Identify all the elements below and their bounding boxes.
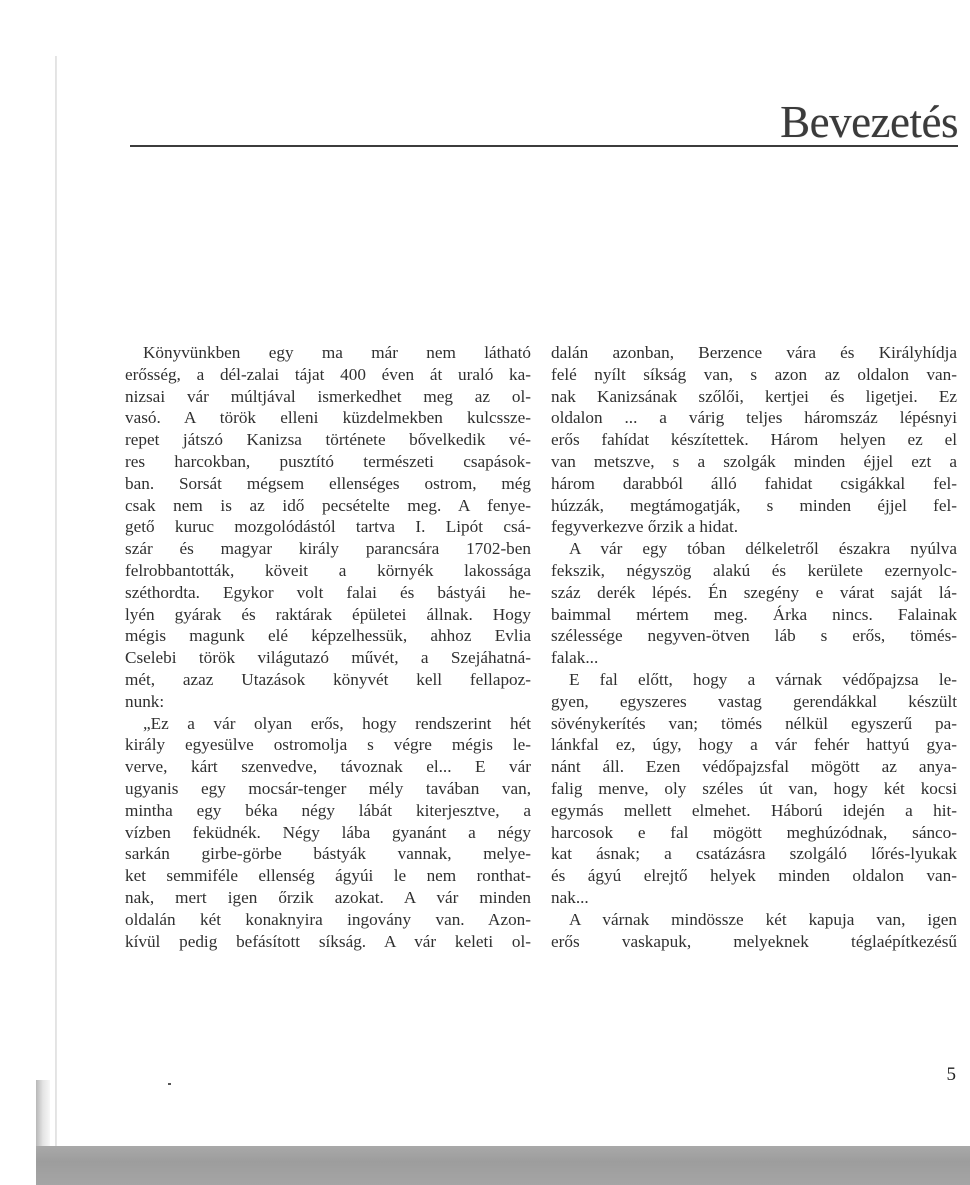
text-line: „Ez a vár olyan erős, hogy rendszerint hét xyxy=(143,713,531,733)
text-line: sarkán girbe-görbe bástyák vannak, melye- xyxy=(125,844,531,864)
text-line: harcosok e fal mögött meghúzódnak, sánco- xyxy=(551,822,957,842)
text-line: kívül pedig befásított síkság. A vár keleti ol- xyxy=(125,931,531,951)
text-line: E fal előtt, hogy a várnak védőpajzsa le- xyxy=(569,669,957,689)
text-line: A vár egy tóban délkeletről északra nyúlva xyxy=(569,539,957,559)
text-line: oldalon ... a várig teljes háromszáz lépésnyi xyxy=(551,408,957,428)
text-line: felé nyílt síkság van, s azon az oldalon van- xyxy=(551,364,957,384)
text-line: van metszve, s a szolgák minden éjjel ezt a xyxy=(551,451,957,471)
text-line: mét, azaz Utazások könyvét kell fellapoz- xyxy=(125,669,531,689)
text-line: baimmal mértem meg. Árka nincs. Falainak xyxy=(551,604,957,624)
text-line: nak, mert igen őrzik azokat. A vár minden xyxy=(125,887,531,907)
text-line: Cselebi török világutazó művét, a Szejáhatná- xyxy=(125,648,531,668)
text-line: ket semmiféle ellenség ágyúi le nem ronthat- xyxy=(125,866,531,886)
text-line: nak Kanizsának szőlői, kertjei és ligetjei. Ez xyxy=(551,386,957,406)
text-line: csak nem is az idő pecsételte meg. A fenye- xyxy=(125,495,531,515)
text-line: király egyesülve ostromolja s végre mégis le- xyxy=(125,735,531,755)
text-line: vízben feküdnék. Négy lába gyanánt a négy xyxy=(125,822,531,842)
text-line: fekszik, négyszög alakú és kerülete ezernyolc- xyxy=(551,560,957,580)
text-line: vasó. A török elleni küzdelmekben kulcssze- xyxy=(125,408,531,428)
text-line: szélessége negyven-ötven láb s erős, tömés- xyxy=(551,626,957,646)
page-gutter-shadow xyxy=(55,56,57,1146)
text-line: felrobbantották, köveit a környék lakossága xyxy=(125,560,531,580)
text-line: lyén gyárak és raktárak épületei állnak. Hogy xyxy=(125,604,531,624)
page-number: 5 xyxy=(946,1064,956,1085)
text-line: szár és magyar király parancsára 1702-ben xyxy=(125,539,531,559)
text-line: erős fahídat készítettek. Három helyen ez el xyxy=(551,430,957,450)
text-line: száz derék lépés. Én szegény e várat saját lá- xyxy=(551,582,957,602)
text-line: falig menve, oly széles út van, hogy két kocsi xyxy=(551,778,957,798)
text-line: oldalán két konaknyira ingovány van. Azon- xyxy=(125,909,531,929)
text-line: lánkfal ez, úgy, hogy a vár fehér hattyú gya- xyxy=(551,735,957,755)
text-line: mintha egy béka négy lábát kiterjesztve, a xyxy=(125,800,531,820)
text-line: sövénykerítés van; tömés nélkül egyszerű pa- xyxy=(551,713,957,733)
text-line: mégis magunk elé képzelhessük, ahhoz Evlia xyxy=(125,626,531,646)
text-line: verve, kárt szenvedve, távoznak el... E vár xyxy=(125,757,531,777)
text-line: erős vaskapuk, melyeknek téglaépítkezésű xyxy=(551,931,957,951)
text-line: kat ásnak; a csatázásra szolgáló lőrés-lyukak xyxy=(551,844,957,864)
chapter-title: Bevezetés xyxy=(780,97,958,147)
text-line: széthordta. Egykor volt falai és bástyái he- xyxy=(125,582,531,602)
text-line: repet játszó Kanizsa története bővelkedik vé- xyxy=(125,430,531,450)
text-line: Könyvünkben egy ma már nem látható xyxy=(143,343,531,362)
scan-speck xyxy=(168,1083,171,1085)
text-line: egymás mellett elmehet. Háború idején a hit- xyxy=(551,800,957,820)
text-line: A várnak mindössze két kapuja van, igen xyxy=(569,909,957,929)
text-line: res harcokban, pusztító természeti csapások- xyxy=(125,451,531,471)
text-line: ugyanis egy mocsár-tenger mély tavában van, xyxy=(125,778,531,798)
text-column-right xyxy=(551,342,957,952)
text-column-left xyxy=(125,342,531,952)
text-line: gyen, egyszeres vastag gerendákkal készült xyxy=(551,691,957,711)
text-line: ban. Sorsát mégsem ellenséges ostrom, még xyxy=(125,473,531,493)
text-line: gető kuruc mozgolódástól tartva I. Lipót csá- xyxy=(125,517,531,537)
text-line: erősség, a dél-zalai tájat 400 éven át uraló ka- xyxy=(125,364,531,384)
text-line: fegyverkezve őrzik a hidat. xyxy=(551,517,739,537)
text-line: három darabból álló fahidat csigákkal fel- xyxy=(551,473,957,493)
text-line: nunk: xyxy=(125,691,165,711)
title-rule xyxy=(130,145,958,147)
text-line: falak... xyxy=(551,648,599,668)
scanner-edge-band xyxy=(36,1146,970,1185)
binding-edge xyxy=(36,1080,50,1150)
text-line: dalán azonban, Berzence vára és Királyhídja xyxy=(551,343,957,362)
text-line: nak... xyxy=(551,887,589,907)
text-line: nánt áll. Ezen védőpajzsfal mögött az anya- xyxy=(551,757,957,777)
text-line: és ágyú elrejtő helyek minden oldalon van- xyxy=(551,866,957,886)
text-line: nizsai vár múltjával ismerkedhet meg az ol- xyxy=(125,386,531,406)
text-line: húzzák, megtámogatják, s minden éjjel fel- xyxy=(551,495,957,515)
